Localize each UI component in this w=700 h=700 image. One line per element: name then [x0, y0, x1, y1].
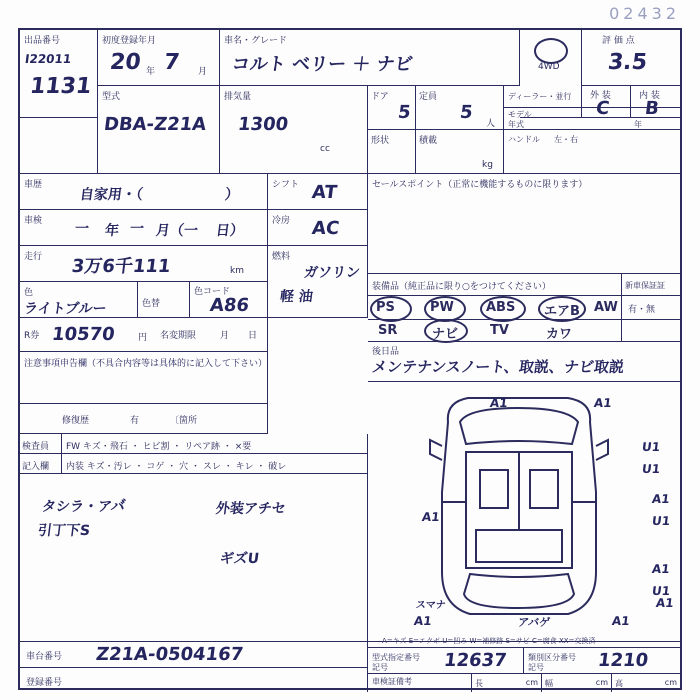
seal-cell	[368, 674, 472, 692]
damage-mark-2: U1	[641, 440, 661, 454]
type-value: 12637	[442, 650, 508, 671]
type-cell	[368, 648, 524, 674]
equip-pw[interactable]: PW	[430, 300, 454, 315]
shaken-day: 日）	[214, 223, 245, 239]
equip-sr[interactable]: SR	[378, 323, 398, 338]
width-cell	[542, 674, 612, 692]
handnotes-area	[20, 474, 368, 642]
doors-value: 5	[396, 102, 412, 123]
ac-label: 冷房	[272, 216, 291, 226]
hand-note-1: 引丁下S	[36, 523, 91, 539]
shift-value: AT	[310, 182, 339, 203]
equip-row-1	[368, 296, 622, 320]
damage-mark-9: A1	[413, 614, 433, 628]
class-value: 1210	[596, 650, 650, 671]
doors-label: ドア	[371, 92, 389, 102]
handle-cell	[504, 130, 680, 174]
name-change-label: 名変期限	[160, 331, 197, 341]
shape-label: 形状	[371, 136, 390, 146]
after-label: 後日品	[372, 347, 400, 357]
after-value: メンテナンスノート、取説、ナビ取説	[370, 358, 626, 376]
damage-mark-7: A1	[651, 562, 671, 576]
length-cell	[472, 674, 542, 692]
rating-cell	[582, 30, 680, 86]
circle-airbag	[538, 296, 586, 322]
class-label: 類別区分番号	[528, 653, 576, 662]
damage-mark-12: スマナ	[415, 600, 447, 611]
reg-cell	[20, 668, 368, 692]
displacement-unit: cc	[320, 144, 330, 154]
shaken-label: 車検	[24, 216, 43, 226]
equip-tv[interactable]: TV	[490, 323, 509, 338]
length-label: 長	[475, 679, 483, 688]
displacement-value: 1300	[236, 114, 290, 135]
int-value: B	[643, 98, 661, 119]
sales-cell	[368, 174, 680, 274]
lot-filler-cell	[20, 118, 98, 174]
shape-cell	[368, 130, 416, 174]
caution-label: 注意事項申告欄（不具合内容等は具体的に記入して下さい）	[24, 359, 268, 369]
seats-cell	[416, 86, 504, 130]
height-unit: cm	[664, 678, 677, 687]
inspect-label2: 記入欄	[22, 462, 50, 472]
color-change-cell	[138, 282, 190, 318]
handle-value: 左・右	[554, 135, 578, 144]
color-label: 色	[24, 288, 34, 298]
shaken-cell	[20, 210, 268, 246]
chassis-cell	[20, 642, 368, 668]
rireki-close: ）	[223, 187, 240, 203]
int-label: 内 装	[639, 91, 660, 101]
seal-label: 車検証備考	[372, 677, 412, 686]
year-label: 年式	[508, 120, 524, 129]
rireki-label: 車歴	[24, 180, 43, 190]
model-label2: モデル	[508, 110, 532, 119]
damage-mark-13: アバゲ	[517, 616, 551, 629]
inspect-row-1-text: FW キズ・飛石 ・ ヒビ割 ・ リペア跡 ・ ×要	[66, 442, 252, 452]
first-reg-label: 初度登録年月	[102, 36, 157, 46]
rating-label: 評 価 点	[602, 36, 635, 46]
model-cell	[98, 86, 220, 174]
first-reg-cell	[98, 30, 220, 86]
fuel-label: 燃料	[272, 252, 291, 262]
car-diagram	[368, 382, 680, 642]
equip-leather[interactable]: カワ	[546, 327, 573, 342]
damage-mark-11: A1	[655, 596, 675, 610]
fuel-value: ガソリン	[302, 265, 361, 281]
repair-label: 修復歴	[62, 416, 90, 426]
load-cell	[416, 130, 504, 174]
shaken-dash1: 一	[73, 221, 90, 237]
after-cell	[368, 342, 680, 382]
type-label: 型式指定番号	[372, 653, 420, 662]
repair-yes[interactable]: 有	[130, 416, 140, 426]
rating-value: 3.5	[606, 50, 649, 75]
top-right-code: 02432	[609, 4, 680, 23]
class-sublabel: 記号	[528, 663, 544, 672]
fuel-sub: 軽 油	[278, 289, 314, 305]
chassis-label: 車台番号	[26, 652, 63, 662]
legend-text: A=キズ E=エクボ U=凹み W=補修跡 S=サビ C=腐食 XX=交換済	[382, 637, 596, 645]
car-diagram-svg	[368, 382, 680, 642]
auction-sheet	[18, 28, 682, 690]
first-reg-month-unit: 月	[198, 67, 208, 77]
name-change-day: 日	[248, 331, 258, 341]
equip-airbag[interactable]: エアB	[544, 304, 580, 319]
circle-navi	[424, 319, 468, 343]
shaken-dash2: 一	[128, 221, 145, 237]
hand-note-3: ギズU	[218, 551, 260, 567]
mileage-value: 3万6千111	[70, 256, 172, 277]
first-reg-year-unit: 年	[146, 67, 156, 77]
fourwd-label: 4WD	[538, 62, 560, 72]
ac-cell	[268, 210, 368, 246]
lot-sub: I22011	[24, 52, 73, 66]
mileage-label: 走行	[24, 252, 43, 262]
inspect-label-cell-2	[20, 454, 62, 474]
warranty-value-cell	[622, 296, 680, 320]
fuel-cell	[268, 246, 368, 318]
repair-place: 〔箇所	[170, 416, 198, 426]
ext-label: 外 装	[590, 91, 611, 101]
caution-cell	[20, 352, 268, 404]
hand-note-2: 外装アチセ	[214, 501, 287, 517]
name-grade-label: 車名・グレード	[224, 36, 288, 46]
inspect-row-2	[62, 454, 368, 474]
height-cell	[612, 674, 680, 692]
rticket-label: R券	[24, 331, 40, 341]
model-label: 型式	[102, 92, 121, 102]
lot-number: 1131	[28, 74, 93, 99]
equip-abs[interactable]: ABS	[486, 300, 516, 315]
displacement-cell	[220, 86, 368, 174]
warranty-blank-cell	[622, 320, 680, 342]
damage-mark-6: U1	[651, 514, 671, 528]
warranty-label-cell	[622, 274, 680, 296]
height-label: 高	[615, 679, 623, 688]
rticket-unit: 円	[138, 333, 148, 343]
shaken-year: 年	[103, 223, 120, 239]
mileage-unit: km	[230, 266, 244, 276]
damage-mark-0: A1	[489, 396, 509, 410]
width-label: 幅	[545, 679, 553, 688]
dealer-cell	[504, 86, 680, 108]
damage-mark-1: A1	[593, 396, 613, 410]
ac-value: AC	[310, 218, 341, 239]
rticket-cell	[20, 318, 268, 352]
equip-row-2	[368, 320, 622, 342]
inspect-label: 検査員	[22, 442, 50, 452]
lot-label: 出品番号	[24, 36, 61, 46]
hand-note-0: タシラ・アバ゙	[40, 499, 126, 515]
rticket-value: 10570	[50, 324, 116, 345]
dealer-label: ディーラー・並行	[508, 92, 572, 101]
mileage-cell	[20, 246, 268, 282]
color-change-label: 色替	[142, 299, 161, 309]
load-unit: kg	[482, 160, 493, 170]
shaken-month: 月（一	[154, 223, 199, 239]
sales-label: セールスポイント（正常に機能するものに限ります）	[372, 180, 588, 190]
damage-mark-5: A1	[651, 492, 671, 506]
handle-label: ハンドル	[508, 135, 540, 144]
first-reg-month: 7	[162, 50, 181, 75]
chassis-value: Z21A-0504167	[94, 644, 245, 665]
first-reg-year: 20	[108, 50, 143, 75]
equip-label: 装備品（純正品に限り○をつけてください）	[372, 282, 551, 292]
color-code-label: 色コード	[194, 287, 231, 297]
damage-mark-4: A1	[421, 510, 441, 524]
damage-mark-8: U1	[651, 584, 671, 598]
reg-label: 登録番号	[26, 678, 63, 688]
type-sublabel: 記号	[372, 663, 388, 672]
inspect-label-cell	[20, 434, 62, 454]
color-code-value: A86	[208, 295, 251, 316]
inspect-row-2-text: 内装 キズ・汚レ ・ コゲ ・ 穴 ・ スレ ・ キレ ・ 破レ	[66, 462, 287, 472]
color-value: ライトブルー	[22, 301, 108, 317]
circle-ps	[370, 296, 412, 322]
circle-abs	[480, 296, 526, 322]
equip-ps[interactable]: PS	[376, 300, 395, 315]
warranty-label: 新車保証証	[625, 281, 665, 290]
length-unit: cm	[525, 678, 538, 687]
rireki-value: 自家用・（	[78, 187, 144, 203]
width-unit: cm	[595, 678, 608, 687]
equip-navi[interactable]: ナビ	[432, 327, 459, 342]
seats-label: 定員	[419, 92, 438, 102]
legend-cell	[368, 632, 680, 648]
seats-value: 5	[458, 102, 474, 123]
class-cell	[524, 648, 680, 674]
equip-aw[interactable]: AW	[594, 300, 618, 315]
damage-mark-3: U1	[641, 462, 661, 476]
color-code-cell	[190, 282, 268, 318]
seats-unit: 人	[486, 119, 496, 129]
name-grade-cell	[220, 30, 520, 86]
repair-cell	[20, 404, 268, 434]
name-change-month: 月	[220, 331, 230, 341]
warranty-value: 有・無	[628, 305, 656, 315]
shift-label: シフト	[272, 180, 300, 190]
model-value: DBA-Z21A	[102, 114, 208, 135]
shift-cell	[268, 174, 368, 210]
color-cell	[20, 282, 138, 318]
lot-cell	[20, 30, 98, 118]
displacement-label: 排気量	[224, 92, 252, 102]
rireki-cell	[20, 174, 268, 210]
equip-label-cell	[368, 274, 622, 296]
load-label: 積載	[419, 136, 438, 146]
year-unit: 年	[634, 120, 642, 129]
ext-value: C	[594, 98, 611, 119]
inspect-row-1	[62, 434, 368, 454]
damage-mark-10: A1	[611, 614, 631, 628]
doors-cell	[368, 86, 416, 130]
name-grade-value: コルト ベリー ＋ ナビ	[230, 54, 414, 75]
modelyear-cell	[504, 108, 680, 130]
fourwd-icon	[534, 38, 568, 64]
